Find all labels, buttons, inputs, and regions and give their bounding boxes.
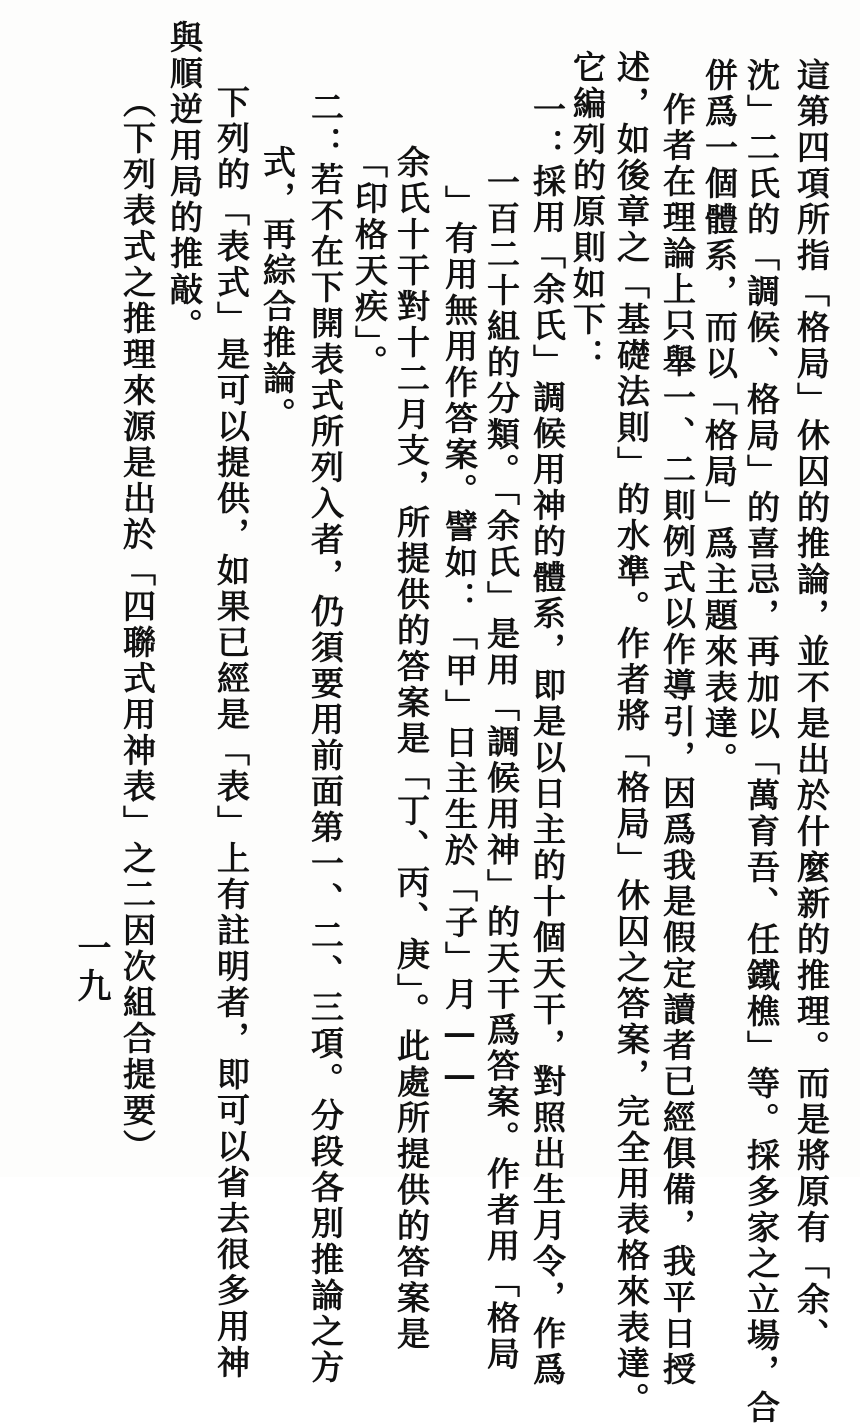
text-column-4: 作者在理論上只舉一、二則例式以作導引，因爲我是假定讀者已經俱備，我平日授 (658, 92, 697, 1388)
text-column-14: 下列的「表式」是可以提供，如果已經是「表」上有註明者，即可以省去很多用神 (212, 85, 251, 1381)
text-column-5: 述，如後章之「基礎法則」的水準。作者將「格局」休囚之答案，完全用表格來表達。 (612, 50, 651, 1418)
text-column-11: 「印格天疾」。 (350, 145, 389, 381)
text-column-1: 這第四項所指「格局」休囚的推論，並不是出於什麼新的推理。而是將原有「余、 (792, 58, 831, 1354)
text-column-9: 」有用無用作答案。譬如：「甲」日主生於「子」月—— (440, 185, 479, 1097)
text-column-15: 與順逆用局的推敲。 (165, 20, 204, 344)
text-column-2: 沈」二氏的「調候、格局」的喜忌，再加以「萬育吾、任鐵樵」等。採多家之立場，合 (742, 58, 781, 1426)
text-column-10: 余氏十干對十二月支，所提供的答案是「丁、丙、庚」。此處所提供的答案是 (392, 145, 431, 1353)
text-column-3: 併爲一個體系，而以「格局」爲主題來表達。 (700, 58, 739, 778)
text-column-6: 它編列的原則如下： (568, 50, 607, 374)
text-column-12: 二：若不在下開表式所列入者，仍須要用前面第一、二、三項。分段各別推論之方 (306, 90, 345, 1386)
text-column-7: 一：採用「余氏」調候用神的體系，即是以日主的十個天干，對照出生月令，作爲 (528, 92, 567, 1388)
page-number: 一九 (71, 930, 111, 1006)
text-column-13: 式，再綜合推論。 (258, 145, 297, 433)
text-column-16: （下列表式之推理來源是出於「四聯式用神表」之二因次組合提要） (118, 85, 157, 1165)
text-column-8: 一百二十組的分類。「余氏」是用「調候用神」的天干爲答案。作者用「格局 (482, 165, 521, 1373)
